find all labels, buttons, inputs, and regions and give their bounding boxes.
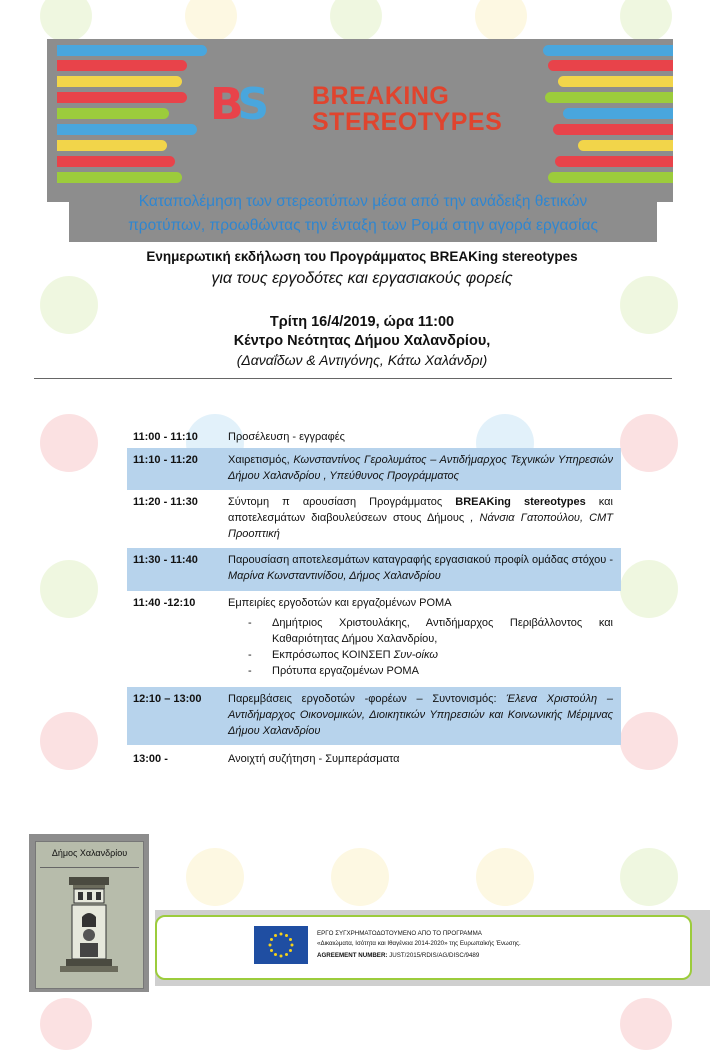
agenda-speaker: Κωνσταντίνος Γερολυμάτος – Αντιδήμαρχος Τεχνικών Υπηρεσιών Δήμου Χαλανδρίου , Υπεύθυνος Προγράμματος <box>228 454 614 482</box>
agenda-time: 11:30 - 11:40 <box>133 554 198 566</box>
watermark-circle <box>620 0 672 42</box>
agenda-text-plain: Χαιρετισμός, <box>228 454 294 466</box>
watermark-circle <box>40 0 92 42</box>
watermark-circle <box>186 848 244 906</box>
agreement-label: AGREEMENT NUMBER: <box>317 952 388 959</box>
breaking-stereotypes-logo <box>210 79 510 139</box>
agenda-row <box>127 425 621 448</box>
agenda-speaker: Έλενα Χριστούλη – Αντιδήμαρχος Οικονομικών, Διοικητικών Υπηρεσιών και Κοινωνικής Μέριμνας Δήμου Χαλανδρίου <box>228 693 613 737</box>
agenda-program-name: BREAKing stereotypes <box>455 496 586 508</box>
stripe <box>543 45 673 56</box>
stripe <box>57 172 182 183</box>
watermark-circle <box>620 560 678 618</box>
municipality-emblem <box>35 841 144 989</box>
agenda-row <box>127 747 621 771</box>
municipality-logo <box>29 834 149 992</box>
agenda-time: 13:00 - <box>133 753 168 765</box>
watermark-circle <box>620 848 678 906</box>
watermark-circle <box>620 712 678 770</box>
list-item-text: Δημήτριος Χριστουλάκης, Αντιδήμαρχος Περιβάλλοντος και Καθαριότητας Δήμου Χαλανδρίου, <box>272 617 613 645</box>
stripe <box>57 140 167 151</box>
agenda-row <box>127 548 621 591</box>
list-item <box>248 663 613 679</box>
logo-mark-text: BS <box>210 79 264 130</box>
list-item-text: Πρότυπα εργαζομένων ΡΟΜΑ <box>272 665 419 677</box>
subtitle <box>69 187 657 238</box>
watermark-circle <box>331 848 389 906</box>
stripe <box>57 60 187 71</box>
funding-text <box>317 929 521 961</box>
agenda-sublist <box>228 615 613 679</box>
building-icon <box>36 869 143 987</box>
agenda-text <box>228 595 613 679</box>
watermark-circle <box>185 0 237 42</box>
agenda-speaker: , Νάνσια Γατοπούλου, CMT Προοπτική <box>228 512 613 540</box>
watermark-circle <box>620 998 672 1050</box>
agenda-text: Ανοιχτή συζήτηση - Συμπεράσματα <box>228 753 400 765</box>
divider <box>34 378 672 379</box>
stripe <box>553 124 673 135</box>
header-banner <box>47 39 673 202</box>
stripe <box>57 45 207 56</box>
logo-line2: STEREOTYPES <box>312 108 503 136</box>
agenda-text-plain: Παρουσίαση αποτελεσμάτων καταγραφής εργασιακού προφίλ ομάδας στόχου - <box>228 554 613 566</box>
agenda-text-plain2: και αποτελεσμάτων διαβουλεύσεων στους Δήμους <box>228 496 613 524</box>
stripe <box>57 108 169 119</box>
list-item <box>248 647 613 663</box>
agenda-text-plain: Παρεμβάσεις εργοδοτών -φορέων – Συντονισμός: <box>228 693 507 705</box>
stripe <box>57 124 197 135</box>
watermark-circle <box>40 712 98 770</box>
stripe <box>57 76 182 87</box>
subtitle-line1: Καταπολέμηση των στερεοτύπων μέσα από την ανάδειξη θετικών <box>138 193 588 210</box>
agenda-row <box>127 591 621 687</box>
watermark-circle <box>40 560 98 618</box>
stripe <box>563 108 673 119</box>
stripe <box>555 156 673 167</box>
funding-line2: «Δικαιώματα, Ισότητα και Ιθαγένεια 2014-2020» της Ευρωπαϊκής Ένωσης. <box>317 940 521 947</box>
agenda-time: 11:20 - 11:30 <box>133 496 198 508</box>
agenda-text <box>228 494 613 542</box>
event-datetime: Τρίτη 16/4/2019, ώρα 11:00 <box>269 314 455 330</box>
agenda-row <box>127 490 621 548</box>
agenda-text-plain: Σύντομη π αρουσίαση Προγράμματος <box>228 496 456 508</box>
list-item <box>248 615 613 647</box>
funding-box <box>155 915 692 980</box>
stripe <box>57 92 187 103</box>
agenda-time: 12:10 – 13:00 <box>133 693 202 705</box>
agenda-row <box>127 687 621 745</box>
agenda-time: 11:00 - 11:10 <box>133 431 198 443</box>
funding-line1: ΕΡΓΟ ΣΥΓΧΡΗΜΑΤΟΔΟΤΟΥΜΕΝΟ ΑΠΟ ΤΟ ΠΡΟΓΡΑΜΜΑ <box>317 930 482 937</box>
logo-wordmark <box>312 83 502 135</box>
stripe <box>578 140 673 151</box>
event-headline: Ενημερωτική εκδήλωση του Προγράμματος BREAKing stereotypes <box>146 249 578 264</box>
municipality-title: Δήμος Χαλανδρίου <box>51 848 128 858</box>
stripe <box>545 92 673 103</box>
event-audience: για τους εργοδότες και εργασιακούς φορείς <box>211 270 513 287</box>
watermark-circle <box>40 414 98 472</box>
eu-flag-icon <box>254 926 308 964</box>
stripe <box>558 76 673 87</box>
watermark-circle <box>330 0 382 42</box>
logo-line1: BREAKING <box>312 82 450 110</box>
agenda-text: Προσέλευση - εγγραφές <box>228 431 345 443</box>
watermark-circle <box>475 0 527 42</box>
agenda-text <box>228 552 613 584</box>
subtitle-line2: προτύπων, προωθώντας την ένταξη των Ρομά στην αγορά εργασίας <box>128 217 598 234</box>
stripe <box>548 172 673 183</box>
stripe <box>57 156 175 167</box>
funding-notice <box>155 910 710 986</box>
agenda-speaker: Μαρίνα Κωνσταντινίδου, Δήμος Χαλανδρίου <box>228 570 441 582</box>
bs-logo-mark <box>210 79 263 130</box>
agreement-line <box>317 951 521 961</box>
agenda-row <box>127 448 621 490</box>
event-venue: Κέντρο Νεότητας Δήμου Χαλανδρίου, <box>233 333 491 349</box>
agenda-text <box>228 452 613 484</box>
subtitle-box <box>69 187 657 242</box>
stripe <box>548 60 673 71</box>
divider <box>40 867 139 868</box>
list-item-italic: Συν-οίκω <box>393 649 438 661</box>
watermark-circle <box>40 998 92 1050</box>
watermark-circle <box>620 414 678 472</box>
watermark-circle <box>476 848 534 906</box>
list-item-text: Εκπρόσωπος ΚΟΙΝΣΕΠ <box>272 649 394 661</box>
agenda-time: 11:40 -12:10 <box>133 597 196 609</box>
agenda-time: 11:10 - 11:20 <box>133 454 198 466</box>
agenda-text-plain: Εμπειρίες εργοδοτών και εργαζομένων ΡΟΜΑ <box>228 597 452 609</box>
agreement-number: JUST/2015/RDIS/AG/DISC/9489 <box>389 952 480 959</box>
event-address: (Δαναΐδων & Αντιγόνης, Κάτω Χαλάνδρι) <box>236 352 488 368</box>
agenda-text <box>228 691 613 739</box>
